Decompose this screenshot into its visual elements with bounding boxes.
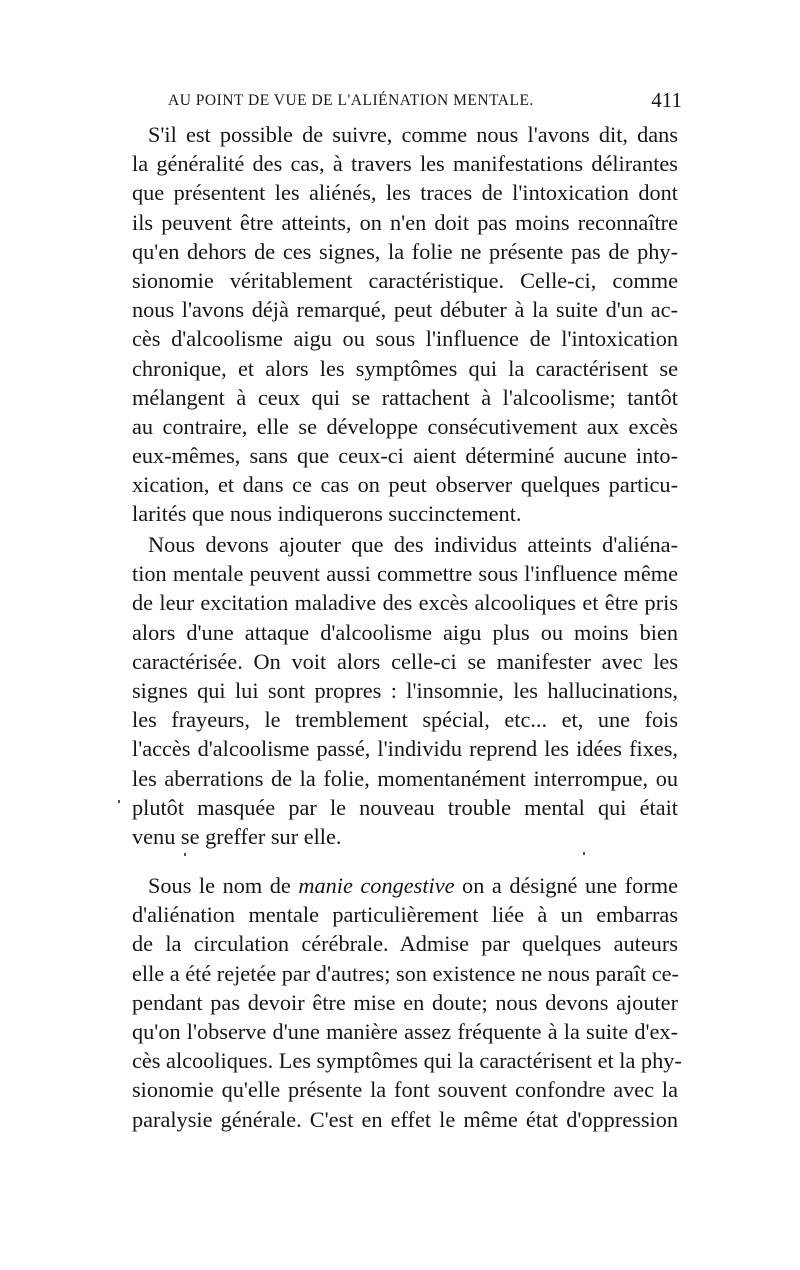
text-line: elle a été rejetée par d'autres; son existence ne nous paraît ce- xyxy=(132,960,679,986)
text-line: nous l'avons déjà remarqué, peut débuter à la suite d'un ac- xyxy=(132,297,678,323)
text-line: pendant pas devoir être mise en doute; nous devons ajouter xyxy=(132,989,678,1015)
text-line-mixed xyxy=(132,871,678,900)
text-line: de la circulation cérébrale. Admise par quelques auteurs xyxy=(132,931,678,957)
text-line: S'il est possible de suivre, comme nous l'avons dit, dans xyxy=(148,122,678,147)
text-line: de leur excitation maladive des excès alcooliques et être pris xyxy=(132,590,678,616)
running-title: AU POINT DE VUE DE L'ALIÉNATION MENTALE. xyxy=(168,92,534,109)
text-line: les frayeurs, le tremblement spécial, etc... et, une fois xyxy=(132,707,678,733)
print-speck xyxy=(583,852,585,855)
paragraph-3 xyxy=(132,871,682,1134)
text-line: signes qui lui sont propres : l'insomnie, les hallucinations, xyxy=(132,677,678,703)
text-line: Nous devons ajouter que des individus atteints d'aliéna- xyxy=(148,532,678,557)
text-line: tion mentale peuvent aussi commettre sous l'influence même xyxy=(132,561,678,587)
text-line: paralysie générale. C'est en effet le même état d'oppression xyxy=(132,1106,678,1132)
text-run: Sous le nom de xyxy=(148,873,299,898)
text-line: caractérisée. On voit alors celle-ci se manifester avec les xyxy=(132,648,678,674)
text-line: venu se greffer sur elle. xyxy=(132,823,342,849)
text-line: mélangent à ceux qui se rattachent à l'alcoolisme; tantôt xyxy=(132,384,678,410)
text-line: au contraire, elle se développe consécutivement aux excès xyxy=(132,413,678,439)
text-line: xication, et dans ce cas on peut observer quelques particu- xyxy=(132,472,678,498)
text-line: d'aliénation mentale particulièrement liée à un embarras xyxy=(132,902,678,928)
text-line: l'accès d'alcoolisme passé, l'individu reprend les idées fixes, xyxy=(132,736,678,762)
text-line: cès alcooliques. Les symptômes qui la caractérisent et la phy- xyxy=(132,1048,682,1074)
text-line: la généralité des cas, à travers les manifestations délirantes xyxy=(132,151,678,177)
text-line: que présentent les aliénés, les traces de l'intoxication dont xyxy=(132,180,678,206)
text-line: plutôt masquée par le nouveau trouble mental qui était xyxy=(132,794,678,820)
running-head xyxy=(168,88,682,114)
text-line: sionomie véritablement caractéristique. Celle-ci, comme xyxy=(132,267,678,293)
page-number: 411 xyxy=(651,88,682,112)
print-speck xyxy=(184,853,186,856)
text-line: alors d'une attaque d'alcoolisme aigu plus ou moins bien xyxy=(132,619,678,645)
italic-term: manie congestive xyxy=(298,873,455,898)
text-line: les aberrations de la folie, momentanément interrompue, ou xyxy=(132,765,678,791)
print-speck xyxy=(118,800,120,803)
text-line: eux-mêmes, sans que ceux-ci aient déterminé aucune into- xyxy=(132,443,678,469)
text-run: on a désigné une forme xyxy=(454,873,678,898)
text-line: ils peuvent être atteints, on n'en doit pas moins reconnaître xyxy=(132,209,678,235)
text-line: qu'on l'observe d'une manière assez fréquente à la suite d'ex- xyxy=(132,1018,678,1044)
paragraph-1 xyxy=(132,120,678,529)
text-line: cès d'alcoolisme aigu ou sous l'influence de l'intoxication xyxy=(132,326,678,352)
text-line: larités que nous indiquerons succinctement. xyxy=(132,501,522,527)
text-line: qu'en dehors de ces signes, la folie ne présente pas de phy- xyxy=(132,238,678,264)
text-line: sionomie qu'elle présente la font souvent confondre avec la xyxy=(132,1077,678,1103)
text-line: chronique, et alors les symptômes qui la caractérisent se xyxy=(132,355,678,381)
paragraph-2 xyxy=(132,530,678,851)
